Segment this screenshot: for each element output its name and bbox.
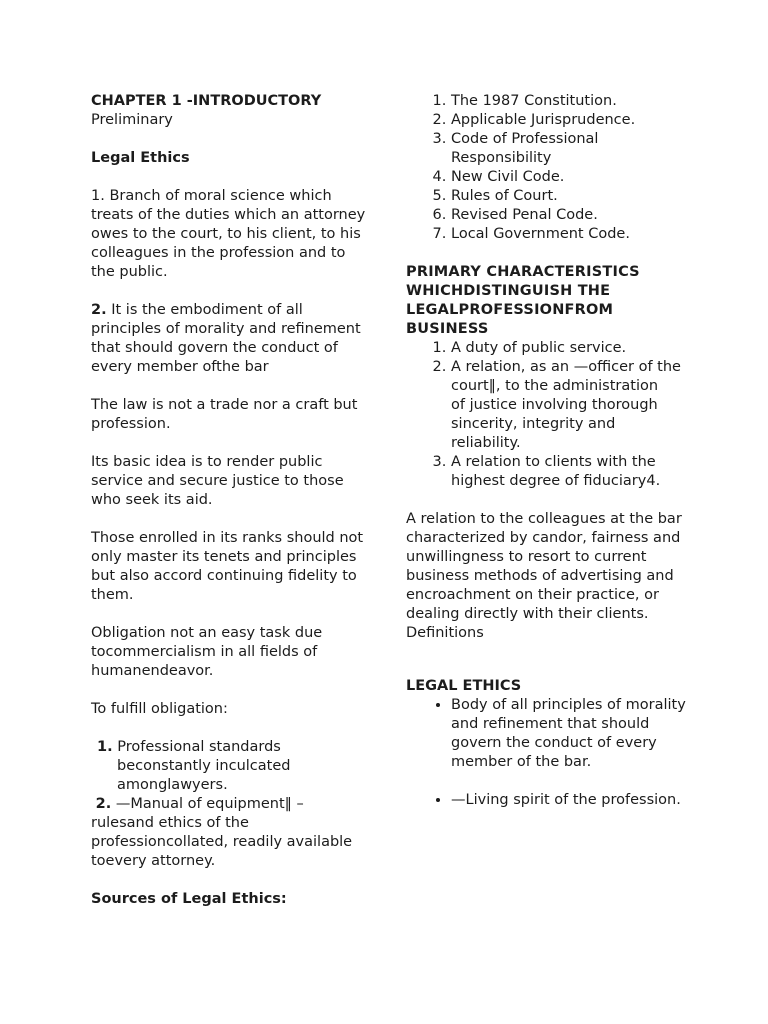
- characteristic-2-continuation: of justice involving thorough sincerity, integrity and reliability.: [451, 397, 658, 451]
- obligation-item-1-number: 1.: [97, 739, 113, 755]
- list-item: 1. The 1987 Constitution.: [451, 92, 688, 111]
- legal-ethics-bullets: [406, 696, 688, 810]
- list-item: 4. New Civil Code.: [451, 168, 688, 187]
- list-item: • —Living spirit of the profession.: [451, 791, 688, 810]
- chapter-title: CHAPTER 1 -INTRODUCTORY: [91, 93, 322, 109]
- obligation-item-2-text: —Manual of equipment‖ – rulesand ethics of the professioncollated, readily available toevery attorney.: [91, 796, 353, 869]
- fulfill-obligation-label: To fulfill obligation:: [91, 701, 228, 717]
- definition-1: 1. Branch of moral science which treats of the duties which an attorney owes to the court, to his client, to his colleagues in the profession and to the public.: [91, 188, 366, 280]
- list-item: 3. Code of Professional Responsibility: [451, 130, 688, 168]
- sources-heading: Sources of Legal Ethics:: [91, 891, 287, 907]
- list-item: 6. Revised Penal Code.: [451, 206, 688, 225]
- list-item: [451, 358, 688, 453]
- obligation-item-1: [91, 738, 367, 795]
- list-item: 7. Local Government Code.: [451, 225, 688, 244]
- definition-2-text: It is the embodiment of all principles of morality and refinement that should govern the conduct of every member ofthe bar: [91, 302, 361, 375]
- legal-ethics-heading: LEGAL ETHICS: [406, 678, 522, 694]
- obligation-item-2: [91, 795, 367, 871]
- list-item: 3. A relation to clients with the highest degree of fiduciary4.: [451, 453, 688, 491]
- list-item: 1. A duty of public service.: [451, 339, 688, 358]
- characteristics-list: [406, 339, 688, 491]
- definition-2: [91, 301, 367, 377]
- right-column: [406, 92, 688, 810]
- list-item: 2. Applicable Jurisprudence.: [451, 111, 688, 130]
- obligation-item-2-number: 2.: [95, 796, 112, 812]
- characteristic-2-text: A relation, as an —officer of the court‖, to the administration: [451, 359, 681, 394]
- definition-2-number: 2.: [91, 302, 107, 318]
- definitions-label: Definitions: [406, 625, 484, 641]
- paragraph-obligation: Obligation not an easy task due tocommercialism in all fields of humanendeavor.: [91, 625, 323, 679]
- section-heading-legal-ethics: Legal Ethics: [91, 150, 190, 166]
- paragraph-colleagues: A relation to the colleagues at the bar characterized by candor, fairness and unwillingness to resort to current business methods of advertising and encroachment on their practice, or dealing directly with their clients.: [406, 511, 682, 622]
- primary-characteristics-heading: PRIMARY CHARACTERISTICS WHICHDISTINGUISH THE LEGALPROFESSIONFROM BUSINESS: [406, 264, 640, 337]
- list-item: 5. Rules of Court.: [451, 187, 688, 206]
- sources-list: [406, 92, 688, 244]
- paragraph-basic-idea: Its basic idea is to render public service and secure justice to those who seek its aid.: [91, 454, 344, 508]
- left-column: [91, 92, 367, 909]
- list-item: • Body of all principles of morality and refinement that should govern the conduct of every member of the bar.: [451, 696, 688, 772]
- paragraph-law-not-trade: The law is not a trade nor a craft but profession.: [91, 397, 358, 432]
- obligation-item-1-text: Professional standards beconstantly inculcated amonglawyers.: [117, 739, 291, 793]
- chapter-subtitle: Preliminary: [91, 112, 173, 128]
- paragraph-enrolled: Those enrolled in its ranks should not only master its tenets and principles but also accord continuing fidelity to them.: [91, 530, 364, 603]
